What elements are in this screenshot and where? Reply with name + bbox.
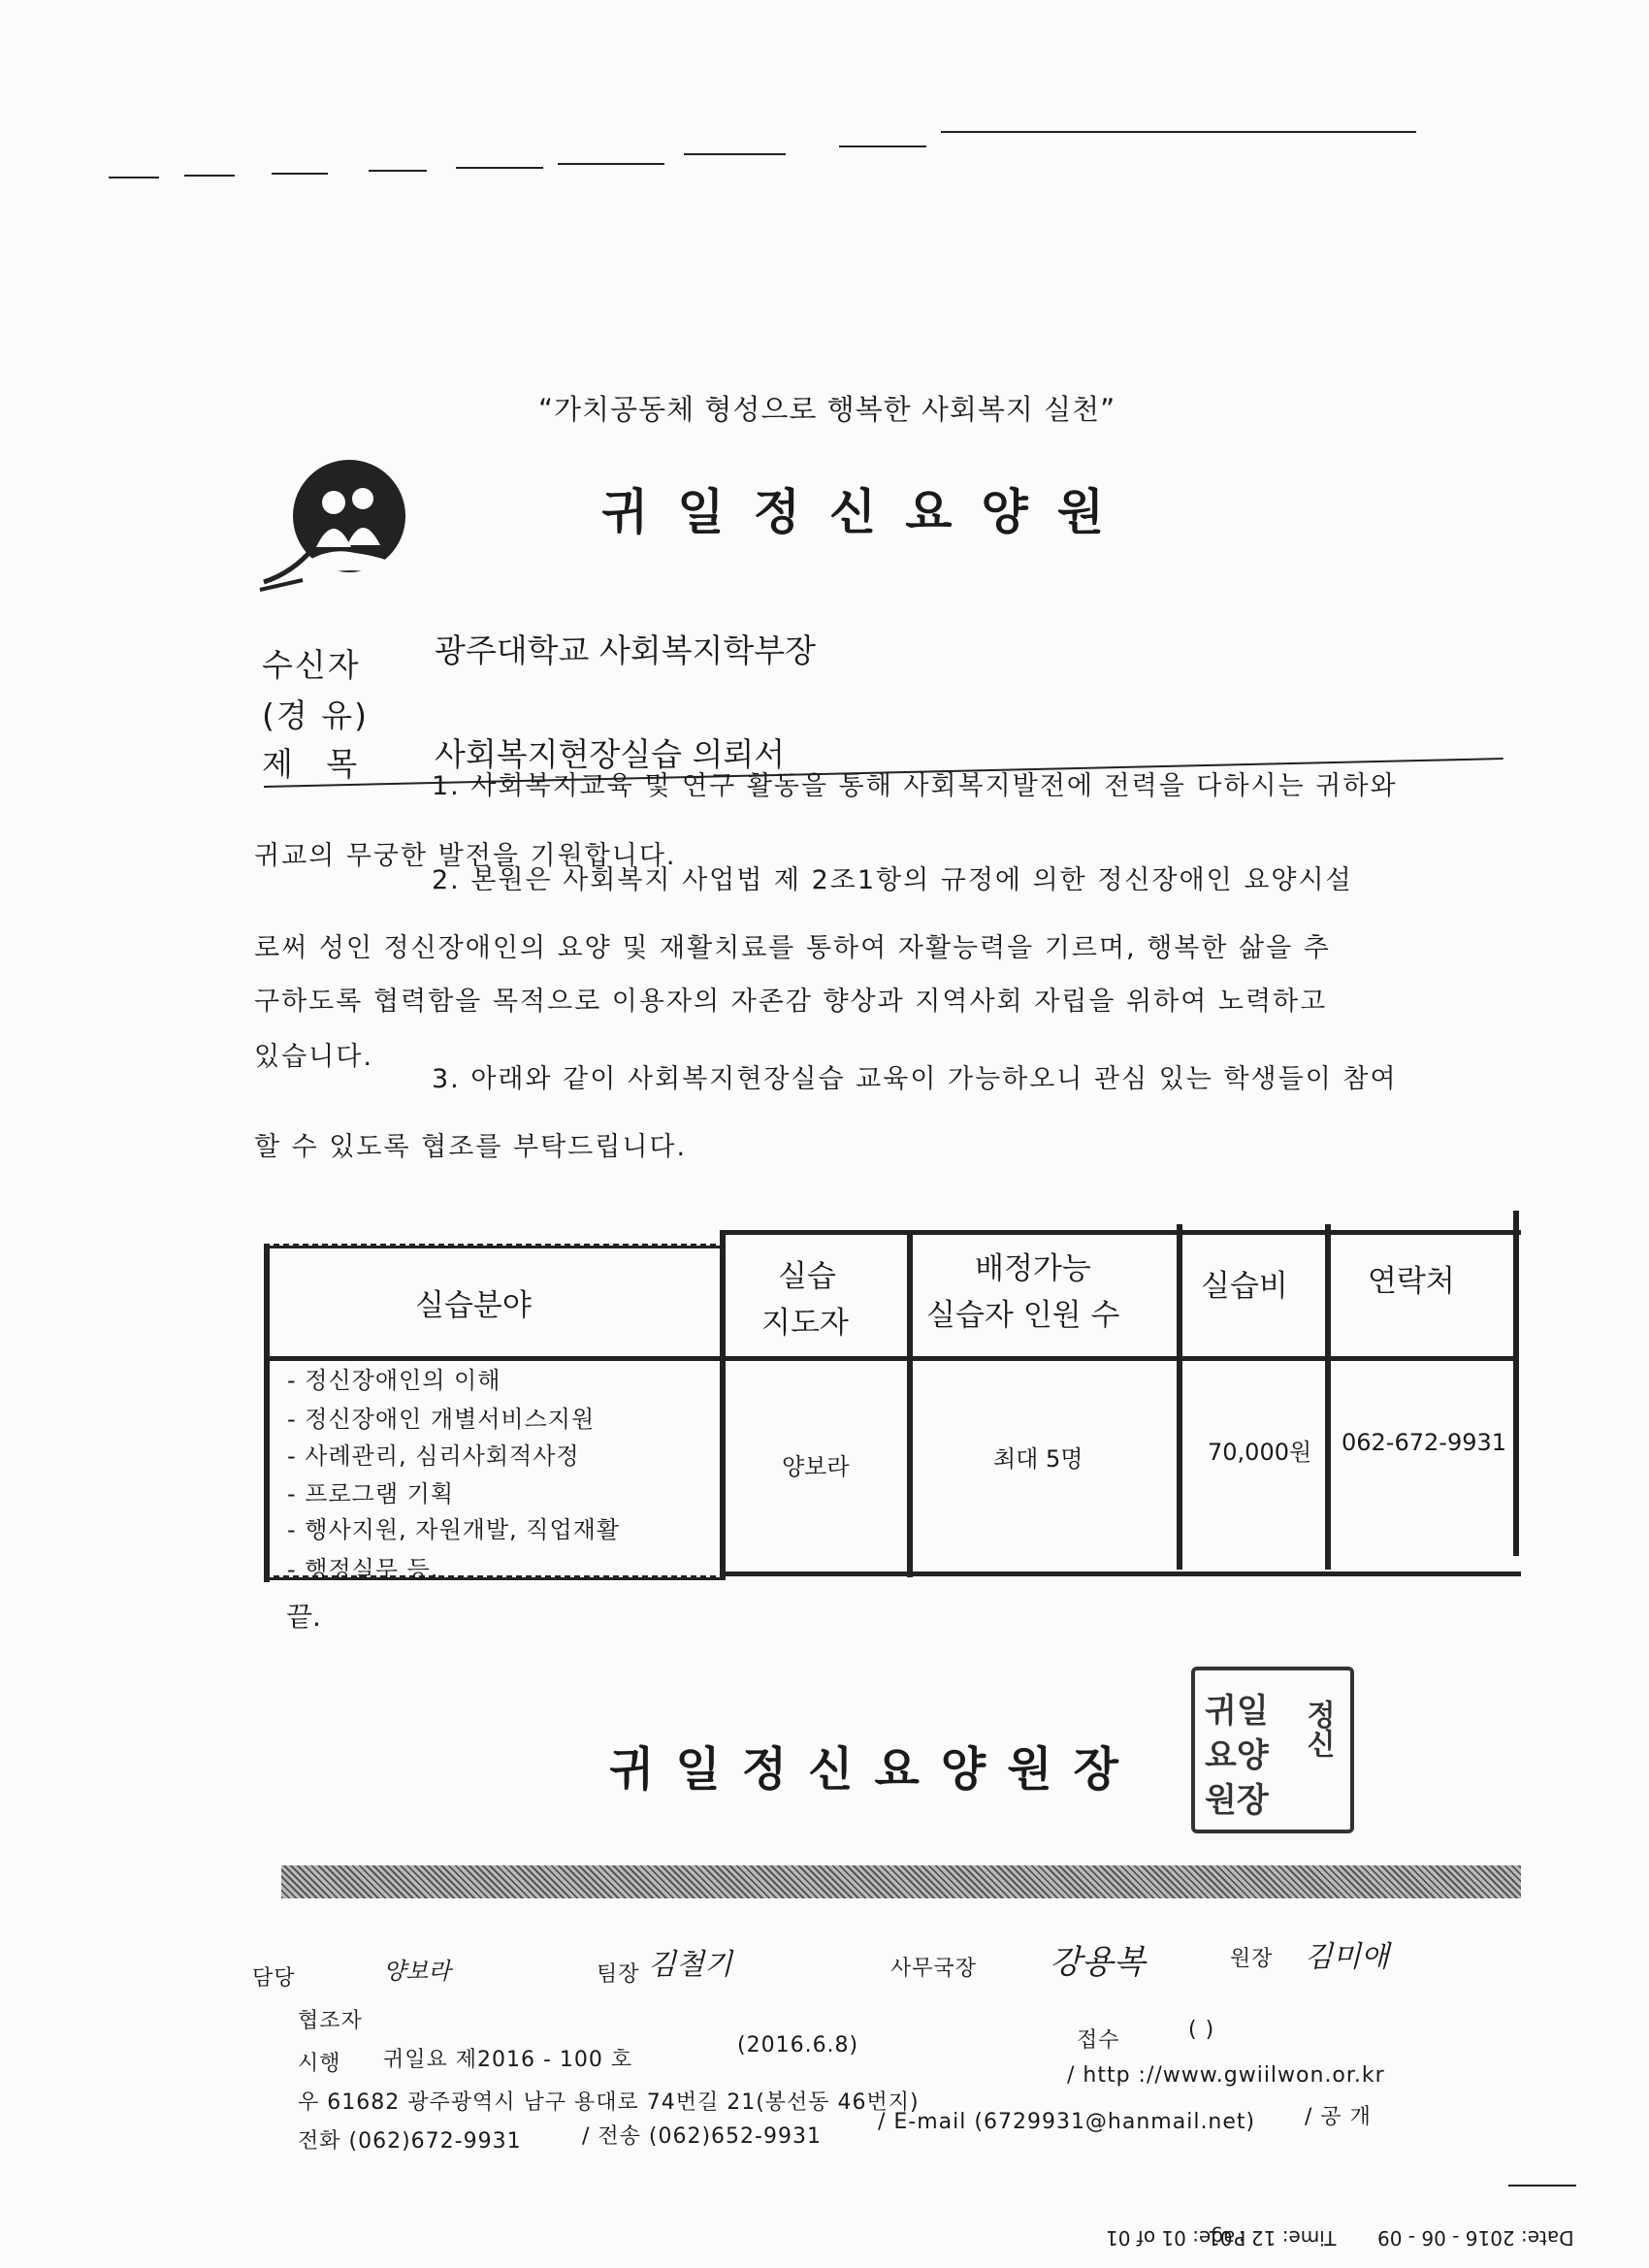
team-leader-signature: 김철기: [648, 1948, 732, 1982]
director-label: 사무국장: [890, 1957, 978, 1981]
recipient-value: 광주대학교 사회복지학부장: [435, 632, 817, 669]
fax-date: Date: 2016 - 06 - 09: [1377, 2226, 1574, 2250]
signatory-title: 귀일정신요양원장: [609, 1742, 1140, 1797]
paragraph-3-line-2: 할 수 있도록 협조를 부탁드립니다.: [254, 1132, 688, 1162]
fax-header-line: [558, 163, 664, 165]
director-signature: 강용복: [1050, 1943, 1146, 1982]
website: / http ://www.gwiilwon.or.kr: [1067, 2063, 1385, 2088]
subject-label: 제 목: [262, 745, 360, 783]
header-supervisor-line-2: 지도자: [761, 1306, 849, 1341]
footer-divider: [281, 1865, 1521, 1898]
fax-page: Page: 01 of 01: [1106, 2226, 1246, 2250]
head-label: 원장: [1230, 1947, 1274, 1971]
fax-header-line: [456, 167, 543, 169]
disclosure: / 공 개: [1305, 2105, 1372, 2129]
header-practice-field: 실습분야: [415, 1288, 532, 1323]
paragraph-1-line-1: 1. 사회복지교육 및 연구 활동을 통해 사회복지발전에 전력을 다하시는 귀하와: [432, 771, 1398, 801]
fax-header-line: [272, 173, 328, 175]
seal-text: 귀일: [1205, 1692, 1269, 1731]
head-signature: 김미애: [1305, 1940, 1389, 1974]
cooperator-label: 협조자: [298, 2009, 363, 2033]
fee-value: 70,000원: [1208, 1439, 1312, 1466]
header-fee: 실습비: [1201, 1269, 1288, 1304]
supervisor-value: 양보라: [782, 1453, 850, 1480]
fax-header-line: [109, 177, 159, 178]
organization-logo: [254, 456, 417, 592]
fax-header-line: [839, 146, 926, 147]
paragraph-1-line-2: 귀교의 무궁한 발전을 기원합니다.: [254, 841, 677, 871]
fax-header-line: [684, 153, 786, 155]
paragraph-2-line-2: 로써 성인 정신장애인의 요양 및 재활치료를 통하여 자활능력을 기르며, 행복한 삶을 추: [254, 933, 1331, 963]
slogan: “가치공동체 형성으로 행복한 사회복지 실천”: [538, 393, 1116, 426]
via-label: (경 유): [262, 697, 369, 734]
seal-text: 요양: [1205, 1736, 1269, 1775]
issue-number: 귀일요 제2016 - 100 호: [383, 2048, 633, 2072]
address: 우 61682 광주광역시 남구 용대로 74번길 21(봉선동 46번지): [298, 2090, 920, 2115]
header-capacity-line-1: 배정가능: [975, 1251, 1091, 1286]
team-leader-label: 팀장: [597, 1962, 640, 1987]
email: / E-mail (6729931@hanmail.net): [878, 2110, 1256, 2134]
paragraph-2-line-3: 구하도록 협력함을 목적으로 이용자의 자존감 향상과 지역사회 자립을 위하여 노력하고: [254, 987, 1328, 1017]
paragraph-2-line-4: 있습니다.: [254, 1042, 373, 1072]
fax-bottom-line: [1508, 2185, 1576, 2187]
field-list-item: - 프로그램 기획: [287, 1480, 455, 1507]
fax-time: Time: 12 : 01: [1208, 2226, 1337, 2250]
fax-header-line: [184, 175, 235, 177]
header-contact: 연락처: [1368, 1264, 1455, 1299]
field-list-item: - 행정실무 등.: [287, 1556, 439, 1583]
field-list-item: - 행사지원, 자원개발, 직업재활: [287, 1516, 621, 1543]
issue-date: (2016.6.8): [737, 2033, 859, 2057]
paragraph-3-line-1: 3. 아래와 같이 사회복지현장실습 교육이 가능하오니 관심 있는 학생들이 참여: [432, 1064, 1398, 1094]
receipt-label: 접수: [1077, 2028, 1120, 2053]
staff-signature: 양보라: [383, 1958, 451, 1985]
end-mark: 끝.: [286, 1601, 321, 1633]
seal-text: 원장: [1205, 1781, 1269, 1820]
field-list-item: - 사례관리, 심리사회적사정: [287, 1442, 580, 1470]
staff-label: 담당: [252, 1966, 296, 1991]
fax-number: / 전송 (062)652-9931: [582, 2124, 822, 2149]
receipt-value: ( ): [1188, 2018, 1215, 2042]
fax-header-line: [369, 170, 427, 172]
phone: 전화 (062)672-9931: [298, 2129, 522, 2154]
field-list-item: - 정신장애인의 이해: [287, 1367, 501, 1394]
capacity-value: 최대 5명: [993, 1445, 1083, 1473]
paragraph-2-line-1: 2. 본원은 사회복지 사업법 제 2조1항의 규정에 의한 정신장애인 요양시설: [432, 865, 1353, 895]
organization-title: 귀일정신요양원: [601, 484, 1134, 540]
field-list-item: - 정신장애인 개별서비스지원: [287, 1406, 596, 1433]
contact-value: 062-672-9931: [1342, 1429, 1507, 1456]
issue-label: 시행: [298, 2052, 341, 2076]
recipient-label: 수신자: [262, 646, 361, 684]
header-supervisor-line-1: 실습: [778, 1259, 836, 1294]
seal-text: 정신: [1301, 1700, 1335, 1758]
subject-value: 사회복지현장실습 의뢰서: [435, 735, 786, 773]
official-seal: [1191, 1667, 1354, 1833]
fax-header-line: [941, 131, 1416, 133]
header-capacity-line-2: 실습자 인원 수: [926, 1298, 1120, 1333]
